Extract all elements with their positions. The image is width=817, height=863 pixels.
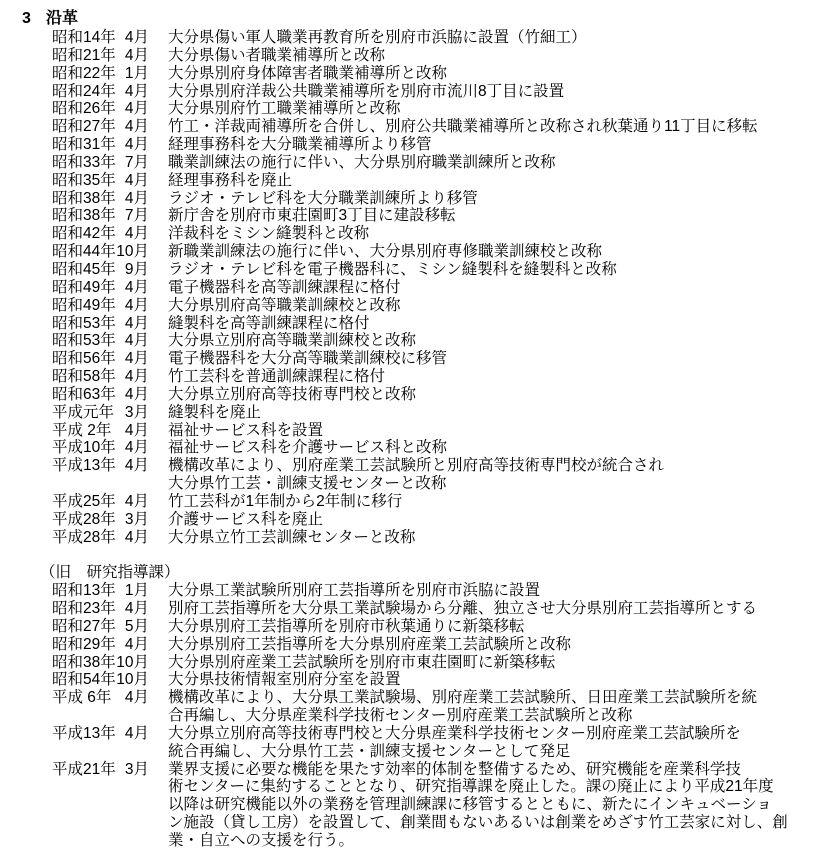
history-entry <box>0 315 817 333</box>
entry-text-line: 電子機器科を大分高等職業訓練校に移管 <box>168 350 448 368</box>
entry-text-line: 大分県傷い者職業補導所と改称 <box>168 46 386 64</box>
entry-year: 昭和38年 <box>52 189 116 207</box>
history-entry <box>0 297 817 315</box>
entry-month: 4月 <box>124 457 149 475</box>
history-entry <box>0 386 817 404</box>
entry-description <box>168 582 817 600</box>
history-entry <box>0 422 817 440</box>
entry-month: 4月 <box>124 332 149 350</box>
history-entry <box>0 618 817 636</box>
entry-month: 4月 <box>124 314 149 332</box>
entry-description <box>168 29 817 47</box>
entry-text-line: 福祉サービス科を介護サービス科と改称 <box>168 439 448 457</box>
entry-year: 平成 2年 <box>52 421 112 439</box>
entry-text-line: 大分県別府工芸指導所を別府市秋葉通りに新築移転 <box>168 617 525 635</box>
entry-text-line: 大分県別府産業工芸試験所を別府市東荘園町に新築移転 <box>168 653 556 671</box>
entry-month: 4月 <box>124 296 149 314</box>
entry-month: 4月 <box>124 225 149 243</box>
entry-description <box>168 297 817 315</box>
entry-month: 4月 <box>124 100 149 118</box>
entry-year: 昭和24年 <box>52 82 116 100</box>
entry-text-line: 電子機器科を高等訓練課程に格付 <box>168 278 401 296</box>
entry-text-line: 業界支援に必要な機能を果たす効率的体制を整備するため、研究機能を産業科学技 <box>168 760 741 778</box>
entry-month: 4月 <box>124 189 149 207</box>
entry-text-line: 大分県別府高等職業訓練校と改称 <box>168 296 401 314</box>
entry-text-line: 福祉サービス科を設置 <box>168 421 324 439</box>
history-list <box>0 29 817 546</box>
section-title: 沿革 <box>46 10 79 27</box>
entry-year: 昭和53年 <box>52 332 116 350</box>
entry-description <box>168 404 817 422</box>
entry-month: 3月 <box>124 760 149 778</box>
history-entry <box>0 172 817 190</box>
entry-description <box>168 332 817 350</box>
history-entry <box>0 350 817 368</box>
entry-text-line: 大分県別府身体障害者職業補導所と改称 <box>168 64 448 82</box>
entry-month: 7月 <box>124 207 149 225</box>
entry-year: 昭和38年 <box>52 653 116 671</box>
entry-text-line: 竹工・洋裁両補導所を合併し、別府公共職業補導所と改称され秋葉通り11丁目に移転 <box>168 118 758 136</box>
history-entry <box>0 136 817 154</box>
history-entry <box>0 190 817 208</box>
history-entry <box>0 47 817 65</box>
entry-text-line: 竹工芸科を普通訓練課程に格付 <box>168 368 386 386</box>
entry-text-line: 以降は研究機能以外の業務を管理訓練課に移管するとともに、新たにインキュベーショ <box>168 796 772 814</box>
section-number: 3 <box>22 10 31 27</box>
history-entry <box>0 368 817 386</box>
entry-month: 4月 <box>124 689 149 707</box>
entry-month: 4月 <box>124 368 149 386</box>
history-entry <box>0 493 817 511</box>
entry-description <box>168 100 817 118</box>
entry-description <box>168 225 817 243</box>
history-entry <box>0 654 817 672</box>
entry-text-line: 竹工芸科が1年制から2年制に移行 <box>168 492 403 510</box>
entry-text-line: 大分県別府洋裁公共職業補導所を別府市流川8丁目に設置 <box>168 82 565 100</box>
history-entry <box>0 689 817 725</box>
entry-text-line: 統合再編し、大分県竹工芸・訓練支援センターとして発足 <box>168 742 571 760</box>
entry-year: 平成 6年 <box>52 689 112 707</box>
entry-year: 昭和35年 <box>52 171 116 189</box>
entry-month: 4月 <box>124 421 149 439</box>
entry-description <box>168 422 817 440</box>
history-entry <box>0 511 817 529</box>
entry-text-line: 洋裁科をミシン縫製科と改称 <box>168 225 370 243</box>
entry-month: 4月 <box>124 350 149 368</box>
entry-text-line: 大分県立竹工芸訓練センターと改称 <box>168 528 416 546</box>
entry-year: 平成13年 <box>52 724 116 742</box>
entry-year: 平成21年 <box>52 760 116 778</box>
history-entry <box>0 600 817 618</box>
entry-description <box>168 689 817 725</box>
entry-year: 昭和31年 <box>52 136 116 154</box>
entry-text-line: 業・自立への支援を行う。 <box>168 831 355 849</box>
entry-description <box>168 529 817 547</box>
entry-year: 昭和22年 <box>52 64 116 82</box>
entry-description <box>168 457 817 493</box>
entry-text-line: 大分県竹工芸・訓練支援センターと改称 <box>168 475 447 493</box>
history-entry <box>0 83 817 101</box>
entry-year: 昭和42年 <box>52 225 116 243</box>
history-entry <box>0 439 817 457</box>
entry-text-line: 合再編し、大分県産業科学技術センター別府産業工芸試験所と改称 <box>168 707 633 725</box>
entry-text-line: 機構改革により、大分県工業試験場、別府産業工芸試験所、日田産業工芸試験所を統 <box>168 689 758 707</box>
entry-description <box>168 636 817 654</box>
section-heading <box>0 9 817 29</box>
entry-text-line: 新庁舎を別府市東荘園町3丁目に建設移転 <box>168 207 456 225</box>
entry-text-line: 大分県別府竹工職業補導所と改称 <box>168 100 401 118</box>
entry-month: 4月 <box>124 724 149 742</box>
history-entry <box>0 332 817 350</box>
entry-description <box>168 315 817 333</box>
former-history-list <box>0 582 817 850</box>
entry-year: 平成25年 <box>52 492 116 510</box>
entry-text-line: 縫製科を高等訓練課程に格付 <box>168 314 370 332</box>
entry-year: 昭和23年 <box>52 600 116 617</box>
entry-year: 昭和27年 <box>52 617 116 635</box>
history-entry <box>0 100 817 118</box>
entry-text-line: 職業訓練法の施行に伴い、大分県別府職業訓練所と改称 <box>168 153 556 171</box>
history-entry <box>0 225 817 243</box>
entry-month: 4月 <box>124 385 149 403</box>
entry-text-line: 介護サービス科を廃止 <box>168 510 324 528</box>
former-section-title: （旧 研究指導課） <box>40 564 180 582</box>
entry-description <box>168 493 817 511</box>
entry-year: 昭和21年 <box>52 46 116 64</box>
history-entry <box>0 65 817 83</box>
section-spacer <box>0 546 817 564</box>
entry-text-line: 機構改革により、別府産業工芸試験所と別府高等技術専門校が統合され <box>168 457 665 475</box>
entry-year: 昭和33年 <box>52 153 116 171</box>
entry-month: 1月 <box>124 64 149 82</box>
entry-month: 4月 <box>124 492 149 510</box>
entry-text-line: 大分県立別府高等職業訓練校と改称 <box>168 332 417 350</box>
entry-year: 平成10年 <box>52 439 116 457</box>
entry-description <box>168 279 817 297</box>
entry-month: 4月 <box>124 635 149 653</box>
entry-description <box>168 761 817 850</box>
entry-year: 昭和38年 <box>52 207 116 225</box>
entry-year: 平成28年 <box>52 510 116 528</box>
history-entry <box>0 118 817 136</box>
entry-month: 4月 <box>124 82 149 100</box>
entry-year: 昭和63年 <box>52 385 116 403</box>
entry-year: 昭和26年 <box>52 100 116 118</box>
entry-description <box>168 243 817 261</box>
entry-description <box>168 154 817 172</box>
history-entry <box>0 261 817 279</box>
entry-description <box>168 118 817 136</box>
entry-description <box>168 65 817 83</box>
entry-description <box>168 172 817 190</box>
entry-year: 昭和27年 <box>52 118 116 136</box>
entry-text-line: 大分県傷い軍人職業再教育所を別府市浜脇に設置（竹細工） <box>168 29 587 46</box>
entry-text-line: 術センターに集約することとなり、研究指導課を廃止した。課の廃止により平成21年度 <box>168 778 774 796</box>
entry-month: 4月 <box>124 439 149 457</box>
entry-text-line: 大分県別府工芸指導所を大分県別府産業工芸試験所と改称 <box>168 635 572 653</box>
entry-description <box>168 654 817 672</box>
entry-description <box>168 207 817 225</box>
entry-month: 4月 <box>124 29 149 46</box>
entry-month: 7月 <box>124 153 149 171</box>
entry-description <box>168 83 817 101</box>
entry-month: 1月 <box>124 582 149 600</box>
entry-description <box>168 261 817 279</box>
entry-description <box>168 190 817 208</box>
entry-year: 平成元年 <box>52 403 115 421</box>
entry-year: 平成28年 <box>52 528 116 546</box>
history-entry <box>0 154 817 172</box>
entry-text-line: ラジオ・テレビ科を電子機器科に、ミシン縫製科を縫製科と改称 <box>168 260 617 278</box>
entry-year: 昭和29年 <box>52 635 116 653</box>
entry-text-line: 大分県立別府高等技術専門校と大分県産業科学技術センター別府産業工芸試験所を <box>168 724 741 742</box>
entry-description <box>168 136 817 154</box>
entry-year: 昭和13年 <box>52 582 116 600</box>
entry-month: 4月 <box>124 528 149 546</box>
entry-description <box>168 368 817 386</box>
entry-month: 4月 <box>124 136 149 154</box>
history-entry <box>0 671 817 689</box>
entry-text-line: 大分県技術情報室別府分室を設置 <box>168 671 401 689</box>
entry-month: 4月 <box>124 118 149 136</box>
entry-description <box>168 600 817 618</box>
history-entry <box>0 457 817 493</box>
history-entry <box>0 29 817 47</box>
history-entry <box>0 529 817 547</box>
entry-year: 昭和49年 <box>52 278 116 296</box>
history-entry <box>0 761 817 850</box>
entry-text-line: 経理事務科を廃止 <box>168 171 293 189</box>
entry-year: 昭和54年 <box>52 671 116 689</box>
entry-year: 平成13年 <box>52 457 116 475</box>
entry-text-line: ン施設（貸し工房）を設置して、創業間もないあるいは創業をめざす竹工芸家に対し、創 <box>168 814 788 832</box>
entry-year: 昭和56年 <box>52 350 116 368</box>
entry-year: 昭和44年 <box>52 243 116 261</box>
entry-month: 4月 <box>124 171 149 189</box>
entry-text-line: ラジオ・テレビ科を大分職業訓練所より移管 <box>168 189 478 207</box>
entry-month: 5月 <box>124 617 149 635</box>
history-entry <box>0 582 817 600</box>
entry-month: 3月 <box>124 510 149 528</box>
entry-description <box>168 47 817 65</box>
entry-month: 4月 <box>124 278 149 296</box>
history-entry <box>0 404 817 422</box>
entry-description <box>168 511 817 529</box>
entry-month: 10月 <box>116 671 149 689</box>
history-entry <box>0 636 817 654</box>
entry-month: 10月 <box>116 653 149 671</box>
history-entry <box>0 725 817 761</box>
entry-year: 昭和45年 <box>52 260 116 278</box>
entry-text-line: 大分県工業試験所別府工芸指導所を別府市浜脇に設置 <box>168 582 541 600</box>
entry-description <box>168 439 817 457</box>
entry-description <box>168 350 817 368</box>
entry-text-line: 大分県立別府高等技術専門校と改称 <box>168 385 417 403</box>
entry-month: 10月 <box>116 243 149 261</box>
entry-text-line: 別府工芸指導所を大分県工業試験場から分離、独立させ大分県別府工芸指導所とする <box>168 600 758 617</box>
entry-month: 3月 <box>124 403 149 421</box>
entry-year: 昭和58年 <box>52 368 116 386</box>
entry-year: 昭和53年 <box>52 314 116 332</box>
entry-description <box>168 671 817 689</box>
entry-year: 昭和14年 <box>52 29 116 46</box>
history-entry <box>0 279 817 297</box>
history-entry <box>0 243 817 261</box>
entry-month: 9月 <box>124 260 149 278</box>
entry-year: 昭和49年 <box>52 296 116 314</box>
entry-month: 4月 <box>124 600 149 617</box>
entry-description <box>168 725 817 761</box>
entry-description <box>168 386 817 404</box>
entry-text-line: 経理事務科を大分職業補導所より移管 <box>168 136 432 154</box>
entry-text-line: 縫製科を廃止 <box>168 403 262 421</box>
history-entry <box>0 207 817 225</box>
entry-text-line: 新職業訓練法の施行に伴い、大分県別府専修職業訓練校と改称 <box>168 243 603 261</box>
entry-description <box>168 618 817 636</box>
entry-month: 4月 <box>124 46 149 64</box>
